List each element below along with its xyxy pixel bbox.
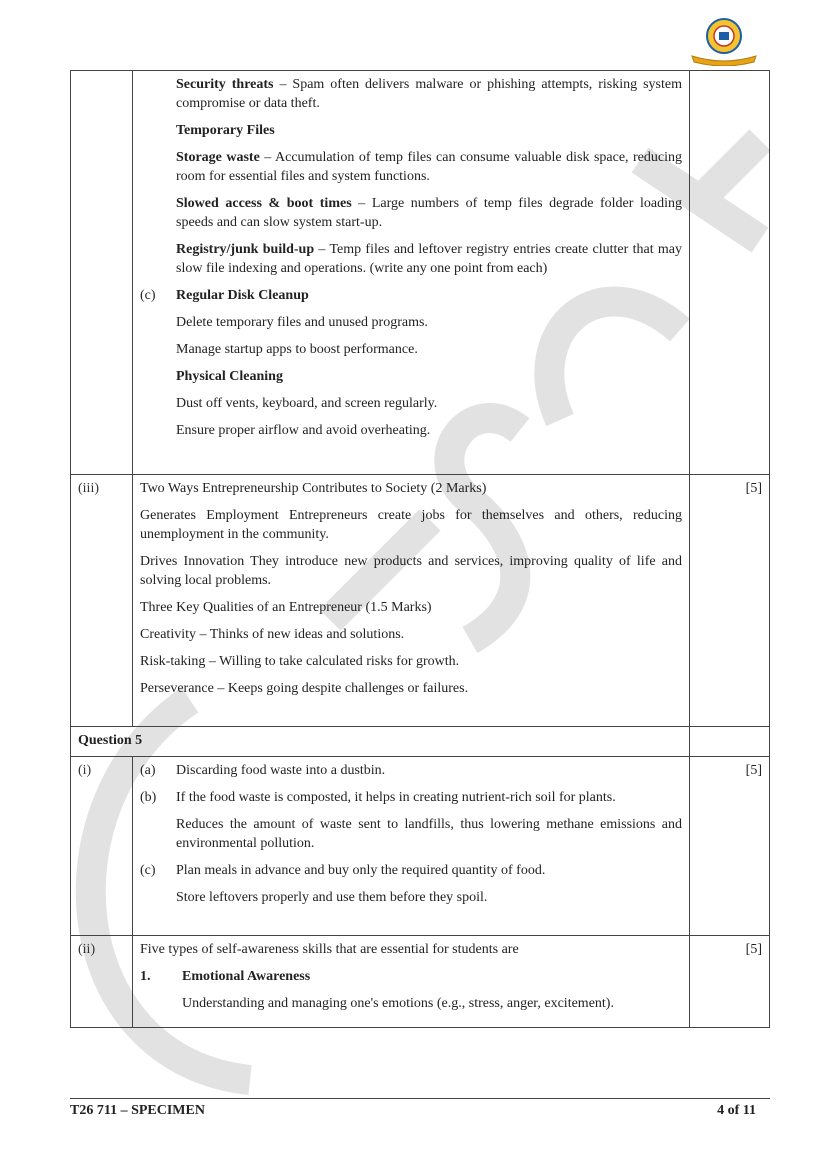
sub-part-label: (b)	[140, 790, 157, 805]
answer-cell	[133, 71, 690, 475]
disk-cleanup-heading: Regular Disk Cleanup	[176, 288, 309, 303]
sub-part-label: (a)	[140, 763, 156, 778]
sub-part-extra: Store leftovers properly and use them before they spoil.	[176, 890, 488, 905]
list-item	[140, 967, 682, 986]
marking-scheme-table	[70, 70, 770, 1028]
answer-line: Two Ways Entrepreneurship Contributes to Society (2 Marks)	[140, 481, 487, 496]
marks-cell: [5]	[690, 936, 770, 1028]
list-item: Manage startup apps to boost performance.	[176, 342, 418, 357]
sub-part-text: Plan meals in advance and buy only the required quantity of food.	[176, 863, 546, 878]
sub-part-extra: Reduces the amount of waste sent to landfills, thus lowering methane emissions and environmental pollution.	[176, 817, 682, 851]
sub-part-text: Discarding food waste into a dustbin.	[176, 763, 386, 778]
list-text: Understanding and managing one's emotions (e.g., stress, anger, excitement).	[182, 996, 614, 1011]
sub-part-text: If the food waste is composted, it helps in creating nutrient-rich soil for plants.	[176, 790, 616, 805]
footer-divider	[70, 1098, 770, 1099]
table-row	[71, 475, 770, 727]
answer-line: Creativity – Thinks of new ideas and solutions.	[140, 627, 405, 642]
slowed-access-point: Slowed access & boot times – Large numbers of temp files degrade folder loading speeds and can slow system start-up.	[176, 196, 682, 230]
answer-line: Drives Innovation They introduce new products and services, improving quality of life and solving local problems.	[140, 554, 682, 588]
sub-part-b	[140, 788, 682, 807]
list-item: Ensure proper airflow and avoid overheating.	[176, 423, 431, 438]
registry-point: Registry/junk build-up – Temp files and leftover registry entries create clutter that may slow file indexing and operations. (write any one point from each)	[176, 242, 682, 276]
answer-cell	[133, 475, 690, 727]
answer-cell	[133, 936, 690, 1028]
cisce-logo-icon	[688, 14, 760, 66]
answer-line: Generates Employment Entrepreneurs create jobs for themselves and others, reducing unemployment in the community.	[140, 508, 682, 542]
sub-part-label: (c)	[140, 288, 156, 303]
marks-cell: [5]	[690, 475, 770, 727]
physical-cleaning-heading: Physical Cleaning	[176, 369, 283, 384]
security-threats-point: Security threats – Spam often delivers malware or phishing attempts, risking system compromise or data theft.	[176, 77, 682, 111]
sub-part-c	[140, 861, 682, 880]
table-row	[71, 757, 770, 936]
sub-part-label: (c)	[140, 863, 156, 878]
table-row	[71, 71, 770, 475]
question-header-row	[71, 727, 770, 757]
question-number-cell	[71, 71, 133, 475]
sub-part-a	[140, 761, 682, 780]
answer-line: Risk-taking – Willing to take calculated risks for growth.	[140, 654, 460, 669]
list-title: Emotional Awareness	[182, 969, 311, 984]
table-row	[71, 936, 770, 1028]
temporary-files-heading: Temporary Files	[176, 123, 275, 138]
list-number: 1.	[140, 969, 151, 984]
footer-page-number: 4 of 11	[717, 1103, 756, 1118]
marks-cell: [5]	[690, 757, 770, 936]
sub-part-c	[140, 286, 682, 305]
question-number-cell: (iii)	[71, 475, 133, 727]
question-number-cell: (ii)	[71, 936, 133, 1028]
footer-paper-code: T26 711 – SPECIMEN	[70, 1103, 205, 1118]
list-item: Delete temporary files and unused programs.	[176, 315, 428, 330]
marks-cell	[690, 71, 770, 475]
answer-line: Five types of self-awareness skills that are essential for students are	[140, 942, 519, 957]
answer-line: Perseverance – Keeps going despite challenges or failures.	[140, 681, 469, 696]
question-title: Question 5	[71, 727, 690, 757]
list-item: Dust off vents, keyboard, and screen regularly.	[176, 396, 438, 411]
answer-line: Three Key Qualities of an Entrepreneur (1.5 Marks)	[140, 600, 432, 615]
answer-cell	[133, 757, 690, 936]
storage-waste-point: Storage waste – Accumulation of temp files can consume valuable disk space, reducing room for essential files and system functions.	[176, 150, 683, 184]
marks-cell	[690, 727, 770, 757]
question-number-cell: (i)	[71, 757, 133, 936]
